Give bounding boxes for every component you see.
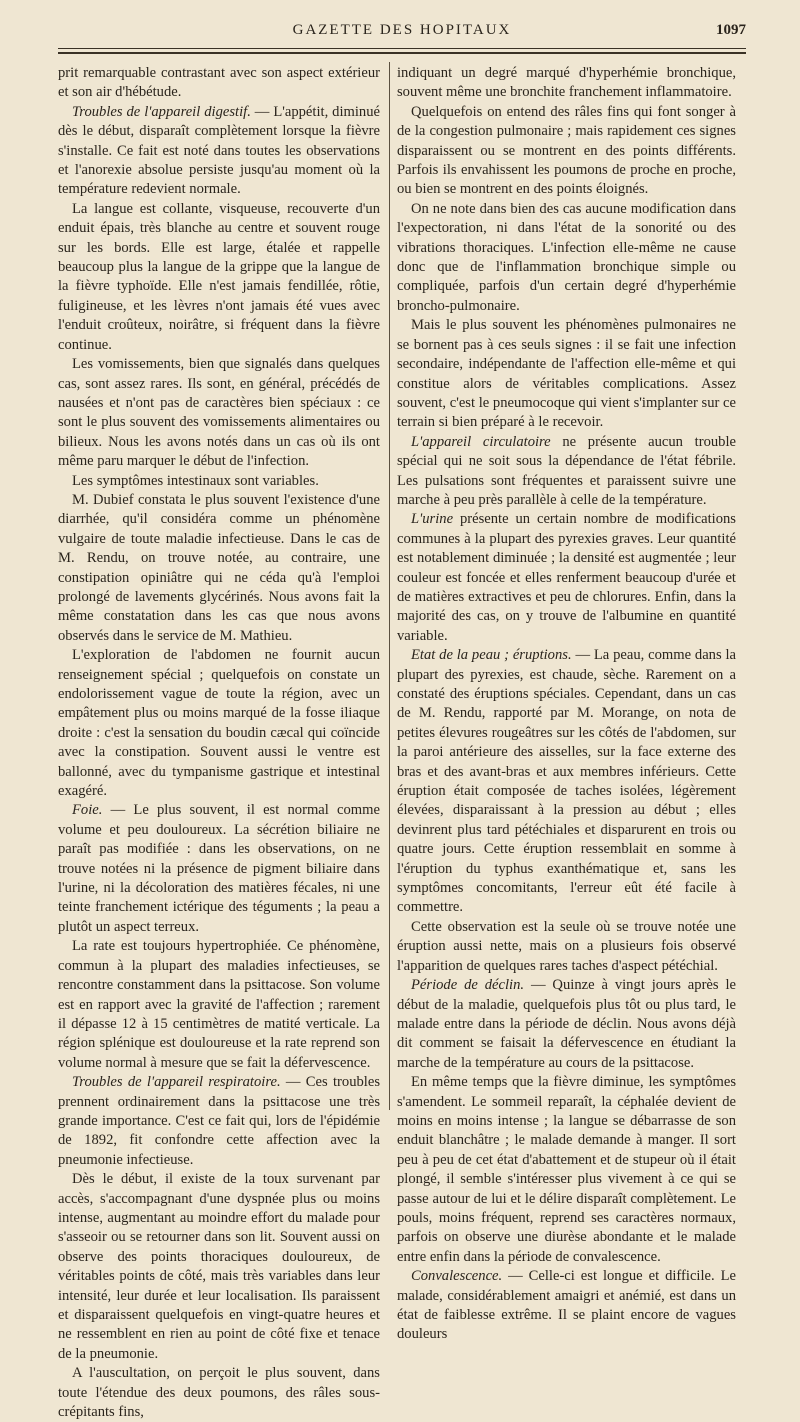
- section-heading: L'appareil circulatoire: [411, 433, 551, 450]
- paragraph: [397, 918, 736, 976]
- paragraph: [397, 510, 736, 646]
- paragraph: [58, 646, 380, 801]
- paragraph-text: Mais le plus souvent les phénomènes pulmonaires ne se bornent pas à ces seuls signes : il se fait une infection secondaire, indépendante de l'affection elle-même et qui constitue alors de véritables complications. Assez souvent, c'est le pneumocoque qui vient s'implanter sur ce terrain si bien préparé à le recevoir.: [397, 317, 736, 431]
- page-number: 1097: [716, 22, 746, 38]
- paragraph-text: ne présente aucun trouble spécial qui ne soit sous la dépendance de l'état fébrile. Les pulsations sont fréquentes et paraissent suivre une marche à peu près parallèle à celle de la température.: [397, 433, 736, 508]
- paragraph: [397, 1073, 736, 1267]
- paragraph-text: indiquant un degré marqué d'hyperhémie bronchique, souvent même une bronchite franchement inflammatoire.: [397, 65, 736, 101]
- paragraph: [58, 472, 380, 491]
- paragraph: [397, 976, 736, 1073]
- paragraph: [397, 646, 736, 918]
- header-rule-thick: [58, 52, 746, 54]
- left-column: [58, 64, 381, 1421]
- paragraph-text: — Ces troubles prennent ordinairement dans la psittacose une très grande importance. C'est ce fait qui, lors de l'épidémie de 1892, fit confondre cette affection avec la pneumonie infectieuse.: [58, 1074, 381, 1168]
- paragraph-text: M. Dubief constata le plus souvent l'existence d'une diarrhée, qu'il considéra comme un phénomène vulgaire de toute maladie infectieuse. Dans le cas de M. Rendu, on trouve notée, au contraire, une constipation opiniâtre qui ne céda qu'à l'emploi prolongé de lavements glycérinés. Nous avons fait la même constatation dans les cas que nous avons observés dans le service de M. Mathieu.: [58, 491, 380, 644]
- column-divider: [389, 62, 390, 1110]
- paragraph-text: A l'auscultation, on perçoit le plus souvent, dans toute l'étendue des deux poumons, des râles sous-crépitants fins,: [58, 1365, 380, 1421]
- paragraph-text: — Le plus souvent, il est normal comme volume et peu douloureux. La sécrétion biliaire ne paraît pas modifiée : dans les observations, on ne trouve notées ni la présence de pigment biliaire dans l'urine, ni la décoloration des matières fécales, ni une teinte franchement ictérique des téguments ; la peau a plutôt un aspect terreux.: [58, 802, 380, 935]
- paragraph-text: présente un certain nombre de modifications communes à la plupart des pyrexies graves. Leur quantité est notablement diminuée ; la densité est augmentée ; leur couleur est foncée et elles renferment beaucoup d'urée et de matières extractives et peu de chlorures. Enfin, dans la majorité des cas, on y trouve de l'albumine en quantité variable.: [397, 511, 736, 644]
- paragraph: [58, 1364, 380, 1422]
- header-rule-thin: [58, 48, 746, 49]
- paragraph-text: L'exploration de l'abdomen ne fournit aucun renseignement spécial ; quelquefois on constate un endolorissement vague de toute la région, avec un empâtement plus ou moins marqué de la fosse iliaque droite : c'est la sensation du boudin cæcal qui coïncide avec la constipation. Souvent aussi le ventre est ballonné, avec du tympanisme gastrique et intestinal exagéré.: [58, 647, 380, 800]
- paragraph-text: La rate est toujours hypertrophiée. Ce phénomène, commun à la plupart des maladies infectieuses, se rencontre constamment dans la psittacose. Son volume est en rapport avec la gravité de l'affection ; rarement il dépasse 12 à 15 centimètres de matité verticale. La région splénique est douloureuse et la rate reprend son volume normal à mesure que se fait la défervescence.: [58, 938, 380, 1071]
- paragraph-text: — La peau, comme dans la plupart des pyrexies, est chaude, sèche. Rarement on a constaté des éruptions spéciales. Cependant, dans un cas de M. Rendu, rapporté par M. Morange, on nota de petites élevures rougeâtres sur les côtés de l'abdomen, sur la paroi antérieure des aisselles, sur la face externe des bras et des avant-bras et aux membres inférieurs. Cette éruption était composée de taches isolées, légèrement élevées, disparaissant à la pression au début ; elles devinrent plus tard pétéchiales et disparurent en trois ou quatre jours. Cette éruption ressemblait en somme à l'éruption du typhus exanthématique et, sans les symptômes concomitants, l'erreur eût été facile à commettre.: [397, 647, 737, 916]
- section-heading: Troubles de l'appareil respiratoire.: [72, 1074, 281, 1091]
- right-column: [397, 64, 737, 1343]
- section-heading: Troubles de l'appareil digestif.: [72, 103, 251, 120]
- paragraph-text: Dès le début, il existe de la toux survenant par accès, s'accompagnant d'une dyspnée plus ou moins intense, augmentant au moindre effort du malade pour s'asseoir ou se retourner dans son lit. Souvent aussi on observe des points thoraciques douloureux, de véritables points de côté, mais très variables dans leur intensité, leur durée et leur localisation. Ils paraissent et disparaissent quelquefois en vingt-quatre heures et ne ressemblent en rien au point de côté fixe et tenace de la pneumonie.: [58, 1171, 380, 1362]
- paragraph: [58, 200, 380, 355]
- paragraph-text: prit remarquable contrastant avec son aspect extérieur et son air d'hébétude.: [58, 65, 380, 101]
- paragraph: [397, 316, 736, 432]
- paragraph: [58, 1170, 380, 1364]
- paragraph-text: On ne note dans bien des cas aucune modification dans l'expectoration, ni dans l'état de la sonorité ou des vibrations thoraciques. L'infection elle-même ne cause donc que de l'inflammation bronchique simple ou compliquée, parfois d'un certain degré d'hyperhémie broncho-pulmonaire.: [397, 200, 736, 314]
- paragraph: [397, 433, 736, 511]
- paragraph: [397, 103, 736, 200]
- paragraph-text: En même temps que la fièvre diminue, les symptômes s'amendent. Le sommeil reparaît, la céphalée devient de moins en moins intense ; la langue se débarrasse de son enduit blanchâtre ; le malade demande à manger. Il sort peu à peu de cet état d'abattement et de stupeur où il était plongé, il semble s'intéresser plus vivement à ce qui se passe autour de lui et le délire disparaît complètement. Le pouls, moins fréquent, reprend ses caractères normaux, parfois on observe une diurèse abondante et le malade entre enfin dans la période de convalescence.: [397, 1074, 736, 1265]
- paragraph: [397, 200, 736, 316]
- page-header: [58, 22, 746, 44]
- paragraph-text: Les vomissements, bien que signalés dans quelques cas, sont assez rares. Ils sont, en général, précédés de nausées et n'ont pas de caractères bien spéciaux : ce sont le plus souvent des vomissements alimentaires ou bilieux. Nous les avons notés dans un cas où ils ont même paru marquer le début de l'infection.: [58, 356, 380, 470]
- paragraph-text: La langue est collante, visqueuse, recouverte d'un enduit épais, très blanche au centre et souvent rouge sur les bords. Elle est large, étalée et rappelle beaucoup plus la langue de la grippe que la langue de la fièvre typhoïde. Elle n'est jamais fendillée, rôtie, fuligineuse, et les lèvres n'ont jamais été vues avec l'enduit croûteux, noirâtre, si fréquent dans la fièvre continue.: [58, 200, 380, 353]
- paragraph-text: — L'appétit, diminué dès le début, disparaît complètement lorsque la fièvre s'installe. Ce fait est noté dans toutes les observations et l'anorexie absolue persiste jusqu'au moment où la température redevient normale.: [58, 103, 380, 198]
- paragraph-text: — Quinze à vingt jours après le début de la maladie, quelquefois plus tôt ou plus tard, le malade entre dans la période de déclin. Nous avons déjà dit comment se faisait la défervescence en étudiant la marche de la température au cours de la psittacose.: [397, 977, 737, 1071]
- paragraph-text: Cette observation est la seule où se trouve notée une éruption aussi nette, mais on a plusieurs fois observé l'apparition de quelques rares taches d'aspect pétéchial.: [397, 918, 736, 974]
- paragraph: [397, 1267, 736, 1345]
- paragraph: [58, 937, 380, 1073]
- section-heading: L'urine: [411, 511, 454, 528]
- paragraph: [58, 801, 380, 937]
- paragraph: [58, 64, 380, 103]
- section-heading: Foie.: [72, 802, 103, 819]
- paragraph: [58, 1073, 380, 1170]
- running-title: GAZETTE DES HOPITAUX: [292, 22, 512, 38]
- paragraph: [58, 103, 380, 200]
- paragraph-text: Les symptômes intestinaux sont variables.: [72, 472, 319, 489]
- paragraph: [58, 491, 380, 646]
- paragraph-text: — Celle-ci est longue et difficile. Le malade, considérablement amaigri et anémié, est dans un état de faiblesse extrême. Il se plaint encore de vagues douleurs: [397, 1268, 736, 1343]
- paragraph: [397, 64, 736, 103]
- section-heading: Période de déclin.: [411, 977, 525, 994]
- section-heading: Convalescence.: [411, 1268, 503, 1285]
- paragraph-text: Quelquefois on entend des râles fins qui font songer à de la congestion pulmonaire ; mais rapidement ces signes disparaissent ou se montrent en des points différents. Parfois ils envahissent les poumons de proche en proche, ou bien se montrent en des points éloignés.: [397, 103, 736, 198]
- section-heading: Etat de la peau ; éruptions.: [411, 647, 572, 664]
- paragraph: [58, 355, 380, 471]
